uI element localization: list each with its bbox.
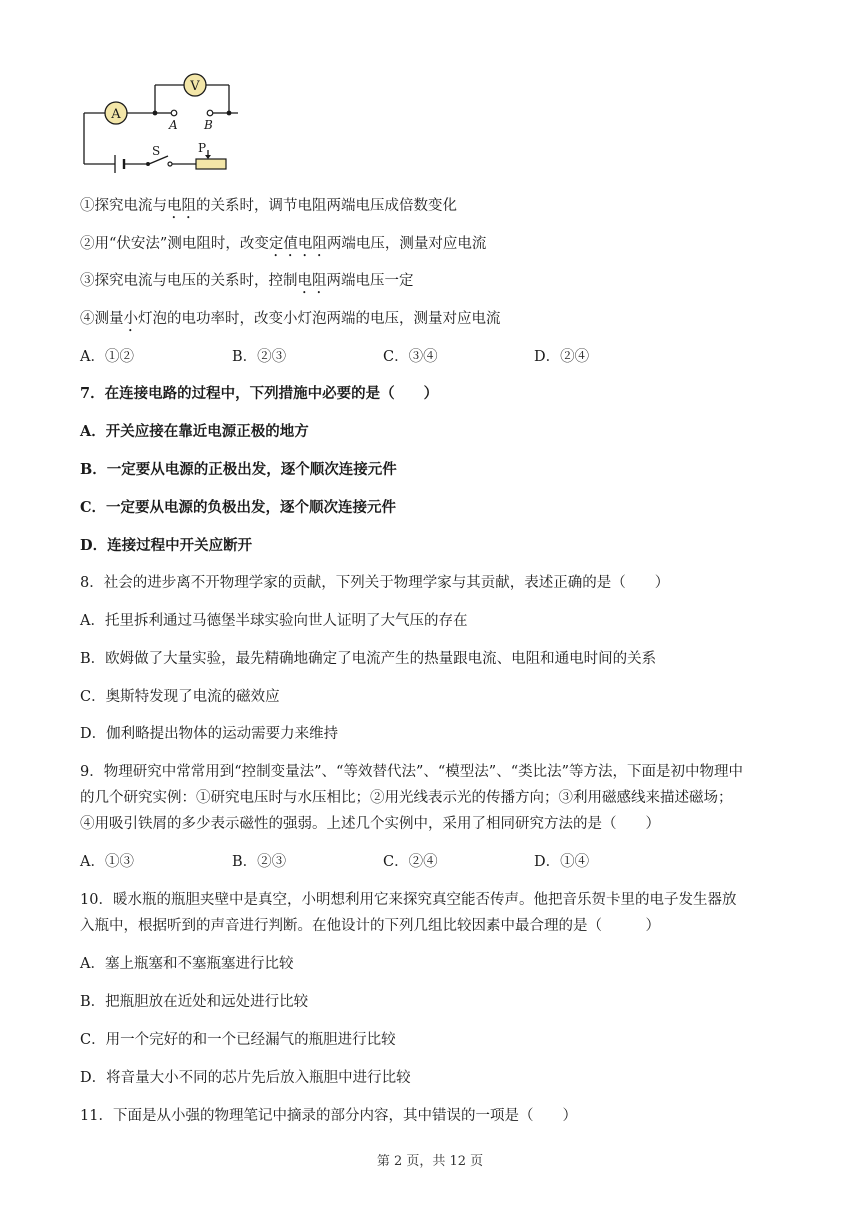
q8-stem: 8．社会的进步离不开物理学家的贡献，下列关于物理学家与其贡献，表述正确的是（ ） xyxy=(80,575,670,591)
q9-options xyxy=(80,852,780,872)
q6-item-1 xyxy=(80,196,457,216)
q10-stem-line-2: 入瓶中，根据听到的声音进行判断。在他设计的下列几组比较因素中最合理的是（ ） xyxy=(80,918,660,934)
q11-stem: 11．下面是从小强的物理笔记中摘录的部分内容，其中错误的一项是（ ） xyxy=(80,1108,577,1124)
q6-option-b[interactable]: B．②③ xyxy=(232,349,287,365)
q6-option-c[interactable]: C．③④ xyxy=(383,349,438,365)
q6-item-2-text-b: 两端电压，测量对应电流 xyxy=(326,236,487,252)
page-footer: 第 2 页，共 12 页 xyxy=(376,1154,484,1169)
q6-options xyxy=(80,347,780,367)
q9-stem-line-1: 9．物理研究中常常用到“控制变量法”、“等效替代法”、“模型法”、“类比法”等方法，下面是初中物理中 xyxy=(80,764,744,780)
q6-item-4-emphasis: 小 xyxy=(123,311,138,327)
q9-option-b[interactable]: B．②③ xyxy=(232,854,287,870)
ammeter-label: A xyxy=(111,107,121,122)
slider-label: P xyxy=(198,141,207,155)
slider-arrow xyxy=(205,155,211,159)
q10-option-c[interactable]: C．用一个完好的和一个已经漏气的瓶胆进行比较 xyxy=(80,1032,396,1048)
q6-item-3-text-b: 两端电压一定 xyxy=(326,273,414,289)
junction-left xyxy=(153,111,158,116)
terminal-a-label: A xyxy=(169,118,178,132)
q6-item-2 xyxy=(80,234,486,254)
rheostat xyxy=(196,159,226,169)
terminal-b xyxy=(207,110,213,116)
q7-option-a[interactable]: A．开关应接在靠近电源正极的地方 xyxy=(80,423,309,440)
q6-item-4 xyxy=(80,309,501,329)
q6-item-1-emphasis: 电阻 xyxy=(167,198,196,214)
junction-right xyxy=(227,111,232,116)
q6-item-2-emphasis: 定值电阻 xyxy=(268,236,327,252)
q6-item-1-text-b: 的关系时，调节电阻两端电压成倍数变化 xyxy=(196,198,457,214)
q9-option-a[interactable]: A．①③ xyxy=(80,854,134,870)
q6-item-3-emphasis: 电阻 xyxy=(297,273,327,289)
q9-stem-line-3: ④用吸引铁屑的多少表示磁性的强弱。上述几个实例中，采用了相同研究方法的是（ ） xyxy=(80,816,660,832)
q6-item-3-text-a: ③探究电流与电压的关系时，控制 xyxy=(80,273,298,289)
q7-option-b[interactable]: B．一定要从电源的正极出发，逐个顺次连接元件 xyxy=(80,461,397,478)
q7-option-c[interactable]: C．一定要从电源的负极出发，逐个顺次连接元件 xyxy=(80,499,397,516)
q6-item-1-text-a: ①探究电流与 xyxy=(80,198,167,214)
q7-stem: 7．在连接电路的过程中，下列措施中必要的是（ ） xyxy=(80,385,439,402)
q6-item-4-text-b: 灯泡的电功率时，改变小灯泡两端的电压，测量对应电流 xyxy=(138,311,501,327)
q6-item-3 xyxy=(80,271,414,291)
switch-contact xyxy=(168,162,172,166)
q8-option-d[interactable]: D．伽利略提出物体的运动需要力来维持 xyxy=(80,726,339,742)
q10-option-a[interactable]: A．塞上瓶塞和不塞瓶塞进行比较 xyxy=(80,956,294,972)
terminal-b-label: B xyxy=(204,118,213,132)
q9-option-c[interactable]: C．②④ xyxy=(383,854,438,870)
switch-label: S xyxy=(152,144,161,158)
q6-item-4-text-a: ④测量 xyxy=(80,311,124,327)
voltmeter-label: V xyxy=(190,79,200,94)
terminal-a xyxy=(171,110,177,116)
q8-option-a[interactable]: A．托里拆利通过马德堡半球实验向世人证明了大气压的存在 xyxy=(80,613,468,629)
q6-item-2-text-a: ②用“伏安法”测电阻时，改变 xyxy=(80,236,269,252)
q9-option-d[interactable]: D．①④ xyxy=(534,854,590,870)
switch-pivot xyxy=(146,162,150,166)
q8-option-c[interactable]: C．奥斯特发现了电流的磁效应 xyxy=(80,689,280,705)
q10-option-d[interactable]: D．将音量大小不同的芯片先后放入瓶胆中进行比较 xyxy=(80,1070,411,1086)
q9-stem-line-2: 的几个研究实例：①研究电压时与水压相比；②用光线表示光的传播方向；③利用磁感线来描述磁场； xyxy=(80,790,733,806)
q8-option-b[interactable]: B．欧姆做了大量实验，最先精确地确定了电流产生的热量跟电流、电阻和通电时间的关系 xyxy=(80,651,657,667)
q6-option-d[interactable]: D．②④ xyxy=(534,349,590,365)
q6-option-a[interactable]: A．①② xyxy=(80,349,134,365)
q7-option-d[interactable]: D．连接过程中开关应断开 xyxy=(80,537,253,554)
circuit-diagram xyxy=(78,70,238,175)
q10-option-b[interactable]: B．把瓶胆放在近处和远处进行比较 xyxy=(80,994,309,1010)
q10-stem-line-1: 10．暖水瓶的瓶胆夹壁中是真空，小明想利用它来探究真空能否传声。他把音乐贺卡里的电子发生器放 xyxy=(80,892,737,908)
